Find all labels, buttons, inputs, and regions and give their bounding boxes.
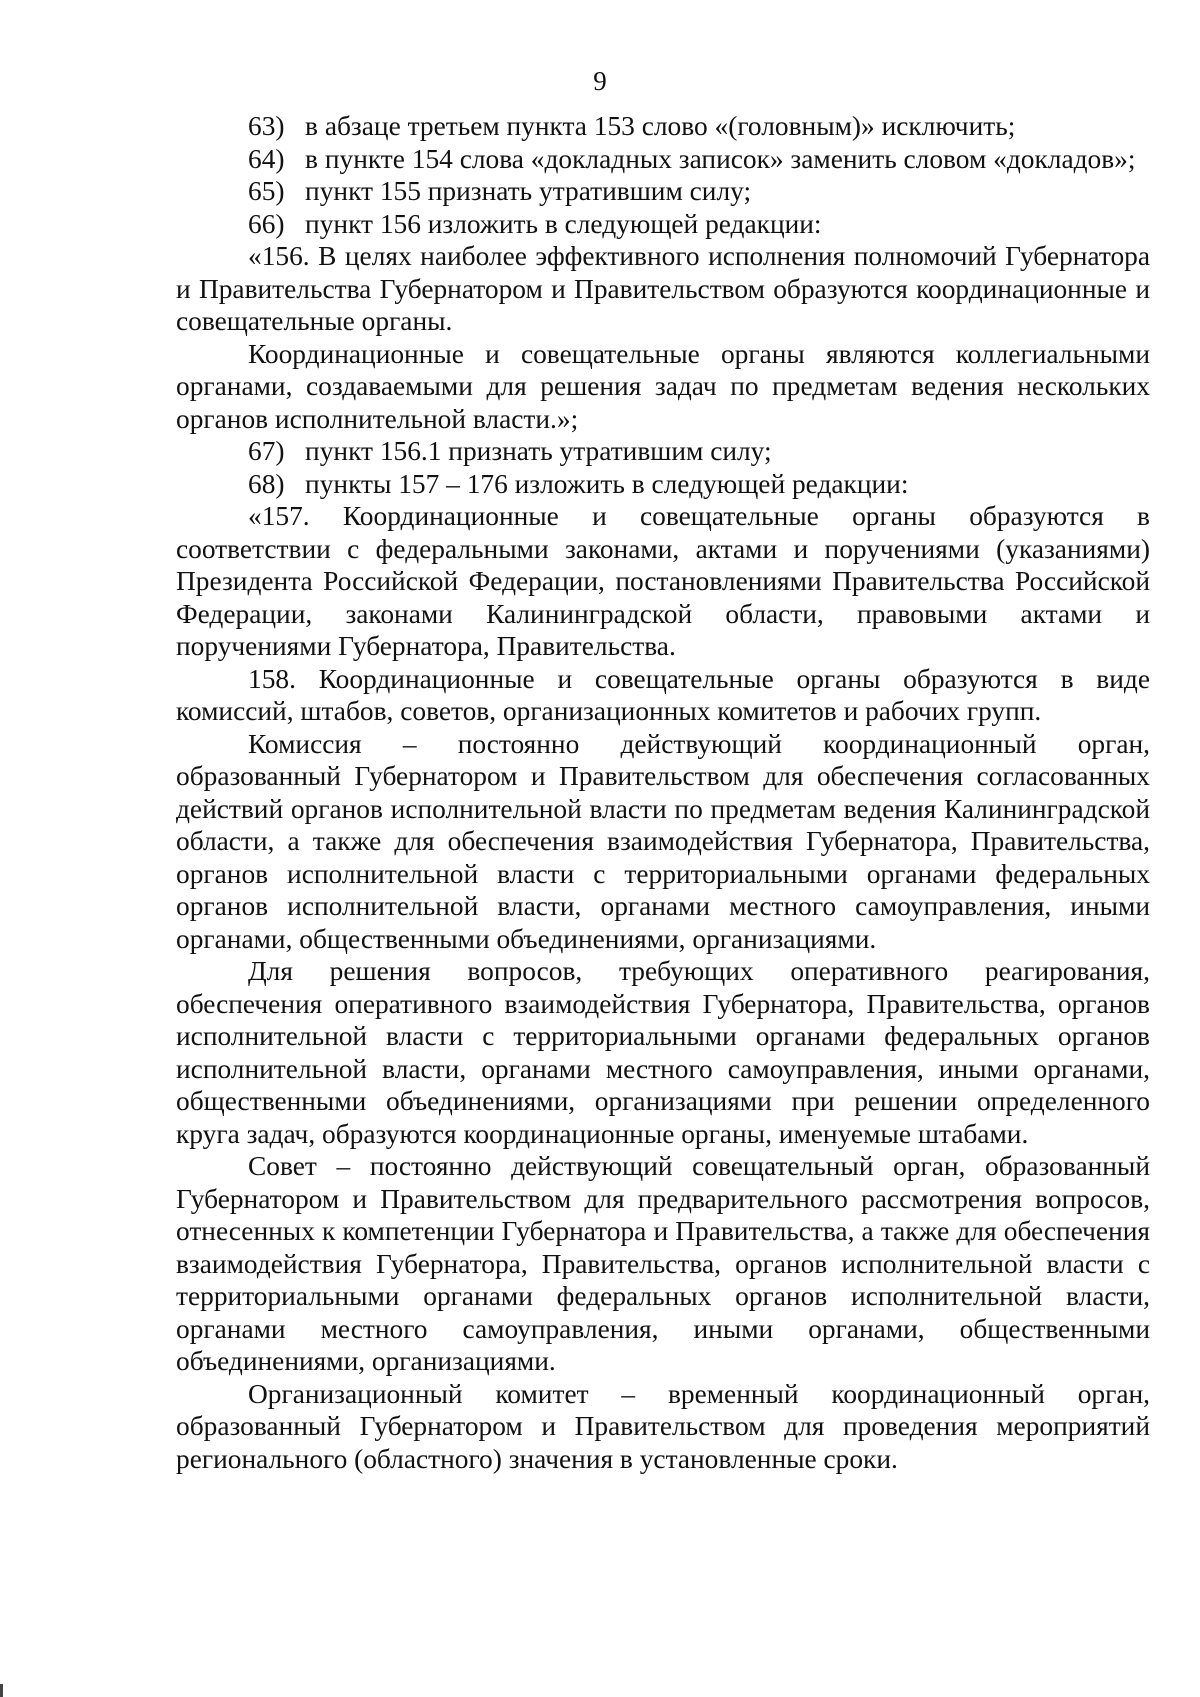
paragraph-organizing-committee: Организационный комитет – временный координационный орган, образованный Губернатором и Правительством для проведения мероприятий регионального (областного) значения в установленные сроки. [176, 1378, 1150, 1474]
page-number: 9 [593, 66, 607, 96]
paragraph-item-65: 65) пункт 155 признать утратившим силу; [248, 176, 752, 206]
paragraph-item-68: 68) пункты 157 – 176 изложить в следующей редакции: [248, 468, 909, 499]
paragraph-commission: Комиссия – постоянно действующий координационный орган, образованный Губернатором и Правительством для обеспечения согласованных действий органов исполнительной власти по предметам ведения Калининградской области, а также для обеспечения взаимодействия Губернатора, Правительства, органов исполнительной власти с территориальными органами федеральных органов исполнительной власти, органами местного самоуправления, иными органами, общественными объединениями, организациями. [176, 728, 1150, 954]
paragraph-point-157: «157. Координационные и совещательные органы образуются в соответствии с федеральными законами, актами и поручениями (указаниями) Президента Российской Федерации, постановлениями Правительства Российской Федерации, законами Калининградской области, правовыми актами и поручениями Губернатора, Правительства. [176, 501, 1150, 661]
document-body [176, 110, 1150, 1475]
paragraph-coordination-bodies: Координационные и совещательные органы являются коллегиальными органами, создаваемыми для решения задач по предметам ведения нескольких органов исполнительной власти.»; [176, 338, 1150, 434]
paragraph-item-64: 64) в пункте 154 слова «докладных записок» заменить словом «докладов»; [248, 143, 1136, 174]
paragraph-headquarters: Для решения вопросов, требующих оперативного реагирования, обеспечения оперативного взаимодействия Губернатора, Правительства, органов исполнительной власти с территориальными органами федеральных органов исполнительной власти, органами местного самоуправления, иными органами, общественными объединениями, организациями при решении определенного круга задач, образуются координационные органы, именуемые штабами. [176, 956, 1150, 1149]
paragraph-item-67: 67) пункт 156.1 признать утратившим силу; [248, 436, 772, 466]
paragraph-item-66: 66) пункт 156 изложить в следующей редакции: [248, 208, 822, 239]
paragraph-council: Совет – постоянно действующий совещательный орган, образованный Губернатором и Правительством для предварительного рассмотрения вопросов, отнесенных к компетенции Губернатора и Правительства, а также для обеспечения взаимодействия Губернатора, Правительства, органов исполнительной власти с территориальными органами федеральных органов исполнительной власти, органами местного самоуправления, иными органами, общественными объединениями, организациями. [176, 1151, 1150, 1376]
paragraph-point-158: 158. Координационные и совещательные органы образуются в виде комиссий, штабов, советов, организационных комитетов и рабочих групп. [176, 663, 1150, 726]
scan-edge-mark [0, 1684, 3, 1697]
paragraph-item-63: 63) в абзаце третьем пункта 153 слово «(головным)» исключить; [248, 111, 1016, 141]
paragraph-point-156: «156. В целях наиболее эффективного исполнения полномочий Губернатора и Правительства Губернатором и Правительством образуются координационные и совещательные органы. [176, 241, 1150, 336]
